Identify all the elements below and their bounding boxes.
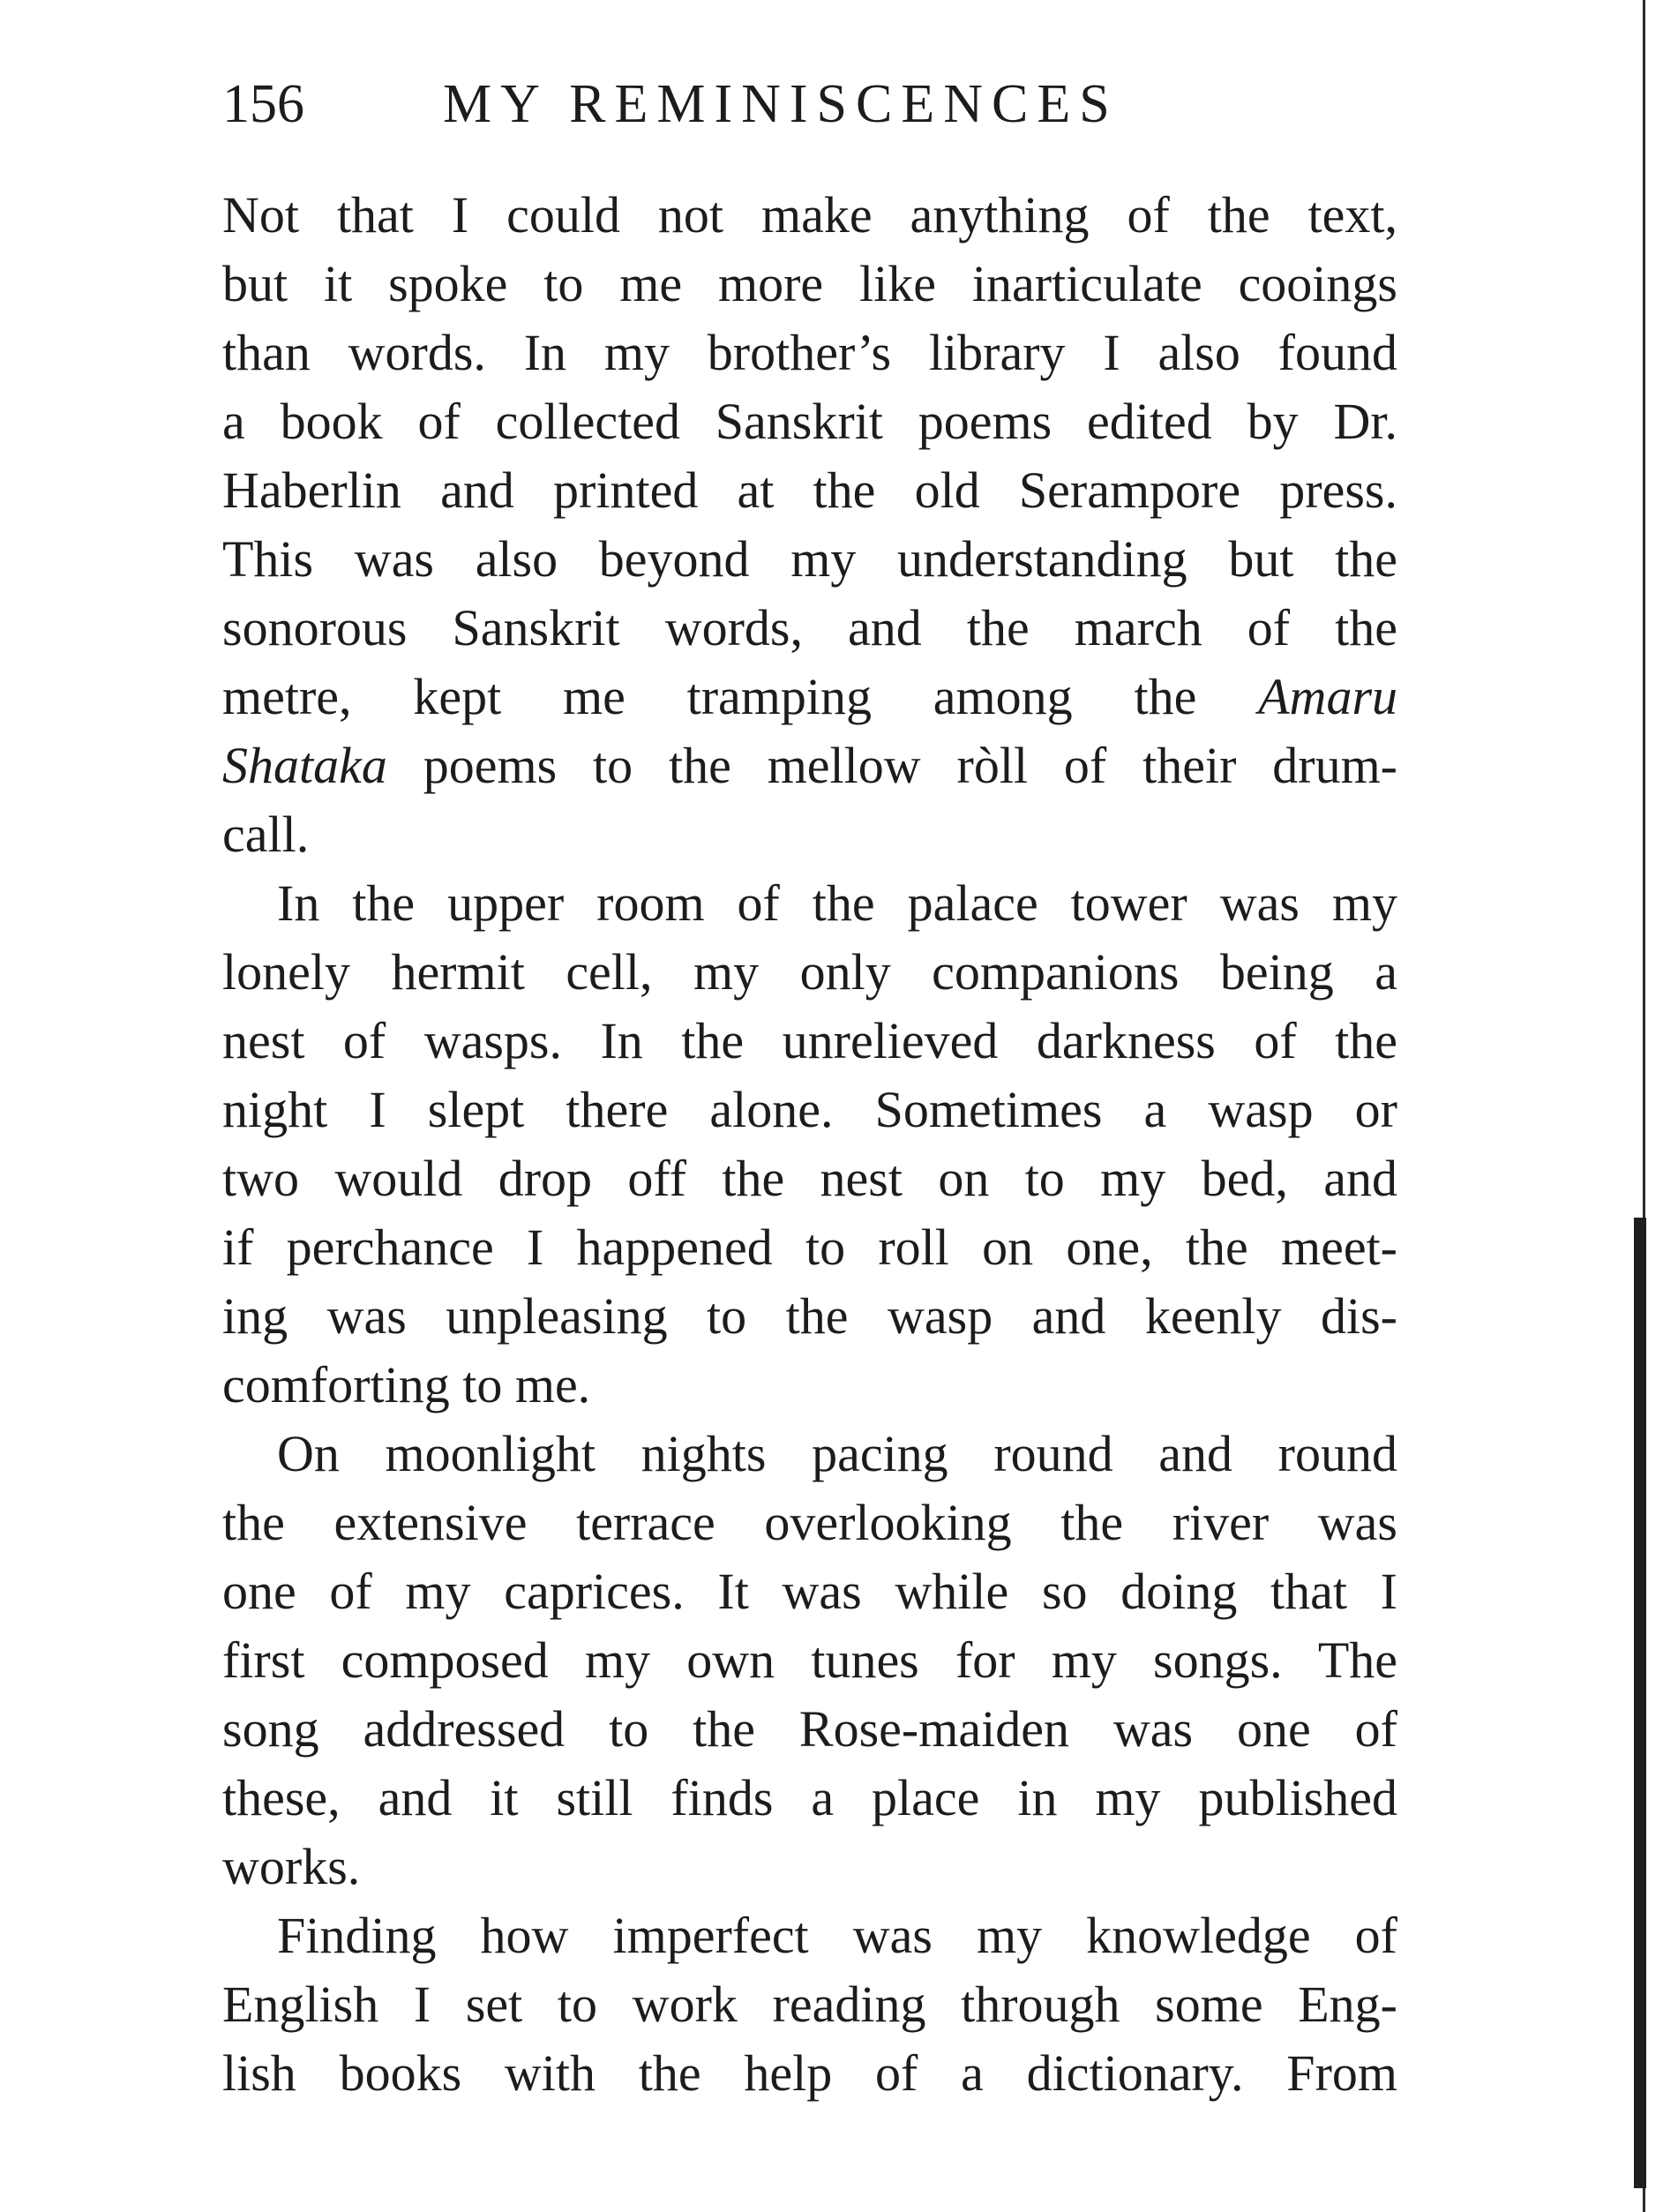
body-text <box>222 181 1397 2108</box>
paragraph-2 <box>222 869 1397 1420</box>
text-line: a book of collected Sanskrit poems edited by Dr. <box>222 393 1397 450</box>
text-line: two would drop off the nest on to my bed, and <box>222 1150 1397 1207</box>
text-line: than words. In my brother’s library I also found <box>222 324 1397 381</box>
text-line: these, and it still finds a place in my published <box>222 1769 1397 1826</box>
text-line: On moonlight nights pacing round and round <box>277 1425 1397 1482</box>
text-line: night I slept there alone. Sometimes a wasp or <box>222 1081 1397 1138</box>
page-number: 156 <box>222 74 304 134</box>
text-line: nest of wasps. In the unrelieved darkness of the <box>222 1012 1397 1069</box>
text-line: one of my caprices. It was while so doing that I <box>222 1563 1397 1620</box>
text-line: In the upper room of the palace tower was my <box>277 874 1397 932</box>
text-line: comforting to me. <box>222 1356 591 1413</box>
text-line: first composed my own tunes for my songs. The <box>222 1631 1397 1689</box>
text-line: the extensive terrace overlooking the river was <box>222 1494 1397 1551</box>
paragraph-3 <box>222 1420 1397 1901</box>
text-line: This was also beyond my understanding but the <box>222 530 1397 588</box>
text-line <box>222 663 1397 731</box>
text-line: call. <box>222 806 310 863</box>
text-line: lonely hermit cell, my only companions being a <box>222 943 1397 1001</box>
italic-title-amaru: Amaru <box>1258 668 1398 725</box>
text-line: sonorous Sanskrit words, and the march of the <box>222 599 1397 656</box>
text-line-plain: metre, kept me tramping among the <box>222 668 1197 725</box>
text-line: Haberlin and printed at the old Serampore press. <box>222 461 1397 519</box>
text-line: Finding how imperfect was my knowledge of <box>277 1907 1397 1964</box>
text-line: Not that I could not make anything of the text, <box>222 186 1397 244</box>
text-line: but it spoke to me more like inarticulate cooings <box>222 255 1397 312</box>
paragraph-1 <box>222 181 1397 869</box>
text-line: ing was unpleasing to the wasp and keenly dis- <box>222 1287 1397 1345</box>
page-binding-shadow <box>1634 1218 1646 2188</box>
paragraph-4 <box>222 1901 1397 2108</box>
text-line: if perchance I happened to roll on one, the meet- <box>222 1218 1397 1276</box>
text-line: lish books with the help of a dictionary. From <box>222 2044 1397 2102</box>
text-line <box>222 731 1397 800</box>
running-title: MY REMINISCENCES <box>443 74 1119 134</box>
text-line: English I set to work reading through some Eng- <box>222 1976 1397 2033</box>
text-line: works. <box>222 1838 361 1895</box>
text-line: song addressed to the Rose-maiden was one of <box>222 1700 1397 1758</box>
italic-title-shataka: Shataka <box>222 737 387 794</box>
text-line-plain: poems to the mellow ròll of their drum- <box>423 737 1397 794</box>
page-header <box>222 60 1405 148</box>
